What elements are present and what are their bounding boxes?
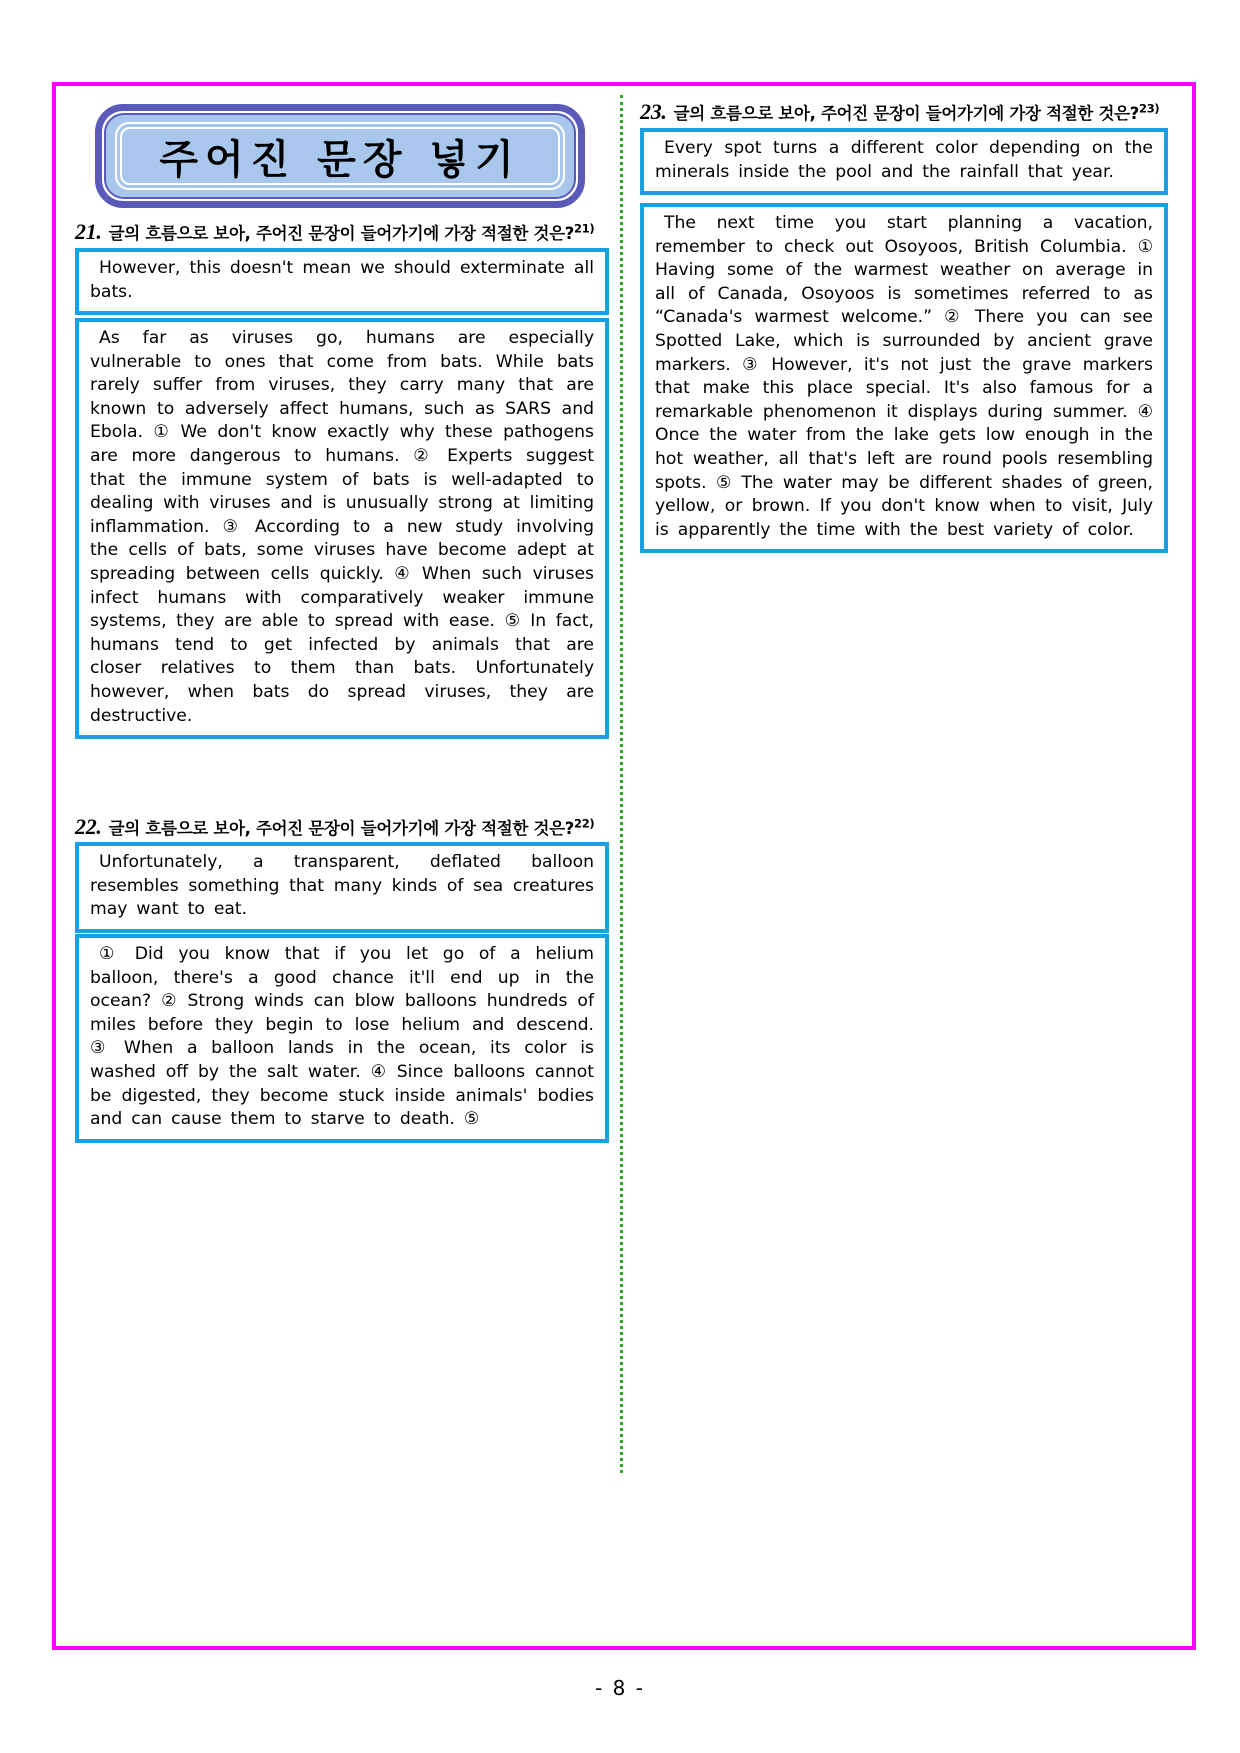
section-title: 주어진 문장 넣기 [159, 136, 521, 183]
column-divider [620, 95, 623, 1473]
question-21-footnote-ref: 21) [574, 221, 595, 236]
section-title-box [95, 104, 585, 208]
question-23-passage-box [640, 203, 1168, 553]
question-22-passage: ① Did you know that if you let go of a helium balloon, there's a good chance it'll end up in the ocean? ② Strong winds can blow balloons hundreds of miles before they begin to lose helium and descend. ③ When a balloon lands in the ocean, its color is washed off by the salt water. ④ Since balloons cannot be digested, they become stuck inside animals' bodies and can cause them to starve to death. ⑤ [90, 944, 594, 1130]
question-22-footnote-ref: 22) [574, 816, 595, 831]
question-21-passage-box [75, 318, 609, 739]
question-23-header [640, 99, 1159, 125]
question-23-given-sentence-box [640, 128, 1168, 195]
section-title-band [104, 113, 576, 199]
question-22-given-sentence-box [75, 842, 609, 933]
question-21-number: 21. [75, 219, 102, 244]
question-22-number: 22. [75, 814, 102, 839]
question-23-footnote-ref: 23) [1139, 101, 1160, 116]
question-21-given-sentence: However, this doesn't mean we should exterminate all bats. [90, 258, 594, 302]
question-22-prompt: 글의 흐름으로 보아, 주어진 문장이 들어가기에 가장 적절한 것은? [108, 819, 575, 838]
section-title-ring [115, 122, 565, 190]
question-21-prompt: 글의 흐름으로 보아, 주어진 문장이 들어가기에 가장 적절한 것은? [108, 224, 575, 243]
question-21-header [75, 219, 594, 245]
section-title-core [120, 127, 560, 185]
question-23-passage: The next time you start planning a vacation, remember to check out Osoyoos, British Columbia. ① Having some of the warmest weather on average in all of Canada, Osoyoos is sometimes referred to as “Canada's warmest welcome.” ② There you can see Spotted Lake, which is surrounded by ancient grave markers. ③ However, it's not just the grave markers that make this place special. It's also famous for a remarkable phenomenon it displays during summer. ④ Once the water from the lake gets low enough in the hot weather, all that's left are round pools resembling spots. ⑤ The water may be different shades of green, yellow, or brown. If you don't know when to visit, July is apparently the time with the best variety of color. [655, 213, 1153, 540]
question-22-header [75, 814, 594, 840]
question-23-prompt: 글의 흐름으로 보아, 주어진 문장이 들어가기에 가장 적절한 것은? [673, 104, 1140, 123]
page-number: - 8 - [595, 1676, 645, 1700]
question-22-passage-box [75, 934, 609, 1143]
question-23-number: 23. [640, 99, 667, 124]
question-23-given-sentence: Every spot turns a different color depending on the minerals inside the pool and the rainfall that year. [655, 138, 1153, 182]
question-22-given-sentence: Unfortunately, a transparent, deflated balloon resembles something that many kinds of sea creatures may want to eat. [90, 852, 594, 920]
question-21-passage: As far as viruses go, humans are especially vulnerable to ones that come from bats. While bats rarely suffer from viruses, they carry many that are known to adversely affect humans, such as SARS and Ebola. ① We don't know exactly why these pathogens are more dangerous to humans. ② Experts suggest that the immune system of bats is well-adapted to dealing with viruses and is unusually strong at limiting inflammation. ③ According to a new study involving the cells of bats, some viruses have become adept at spreading between cells quickly. ④ When such viruses infect humans with comparatively weaker immune systems, they are able to spread with ease. ⑤ In fact, humans tend to get infected by animals that are closer relatives to them than bats. Unfortunately however, when bats do spread viruses, they are destructive. [90, 328, 594, 726]
question-21-given-sentence-box [75, 248, 609, 315]
